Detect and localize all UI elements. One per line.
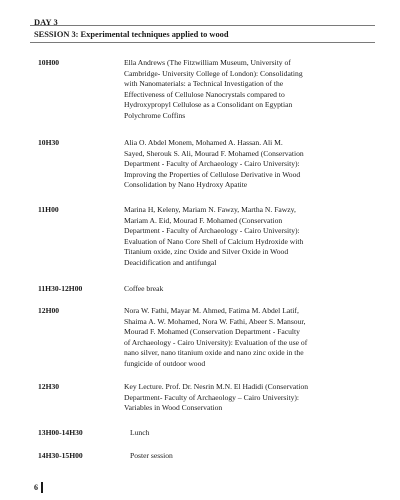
entry-description (124, 284, 376, 295)
entry-line: Improving the Properties of Cellulose Derivative in Wood (124, 169, 301, 179)
entry-line: Marina H, Keleny, Mariam N. Fawzy, Martha N. Fawzy, (124, 205, 296, 214)
entry-line: Deacidification and antifungal (124, 257, 217, 267)
day-heading: DAY 3 (34, 18, 58, 27)
entry-line: nano silver, nano titanium oxide and nano zinc oxide in the (124, 348, 304, 358)
entry-line: Mourad F. Mohamed (Conservation Department - Faculty (124, 327, 300, 337)
entry-description (124, 138, 376, 191)
entry-line: with Nanomaterials: a Technical Investigation of the (124, 79, 284, 89)
entry-line: Nora W. Fathi, Mayar M. Ahmed, Fatima M. Abdel Latif, (124, 306, 299, 315)
entry-line: Lunch (130, 428, 150, 437)
entry-time: 13H00-14H30 (38, 428, 83, 437)
entry-line: Polychrome Coffins (124, 110, 186, 120)
entry-line: fungicide of outdoor wood (124, 358, 206, 368)
entry-line: Alia O. Abdel Monem, Mohamed A. Hassan. Ali M. (124, 138, 283, 147)
entry-description (124, 58, 376, 122)
entry-line: Ella Andrews (The Fitzwilliam Museum, University of (124, 58, 291, 67)
entry-line: Key Lecture. Prof. Dr. Nesrin M.N. El Hadidi (Conservation (124, 382, 309, 391)
entry-line: Titanium oxide, zinc Oxide and Silver Oxide in Wood (124, 247, 289, 257)
entry-line: Department- Faculty of Archaeology – Cairo University): (124, 392, 300, 402)
entry-line: Hydroxypropyl Cellulose as a Consolidant on Egyptian (124, 100, 293, 110)
entry-line: Sayed, Sherouk S. Ali, Mourad F. Mohamed (Conservation (124, 148, 304, 158)
entry-line: Variables in Wood Conservation (124, 403, 223, 413)
entry-description (124, 306, 376, 370)
entry-line: Department - Faculty of Archaeology - Cairo University): (124, 159, 300, 169)
page-number-bar (41, 482, 43, 493)
entry-line: Effectiveness of Cellulose Nanocrystals compared to (124, 89, 285, 99)
entry-time: 11H30-12H00 (38, 284, 83, 293)
entry-time: 14H30-15H00 (38, 451, 83, 460)
entry-line: Department - Faculty of Archaeology - Cairo University): (124, 226, 300, 236)
entry-line: Mariam A. Eid, Mourad F. Mohamed (Conservation (124, 215, 283, 225)
page-number: 6 (34, 483, 38, 492)
header-top-rule (30, 25, 375, 26)
entry-line: Coffee break (124, 284, 164, 293)
entry-description (124, 205, 376, 269)
entry-time: 12H30 (38, 382, 60, 391)
entry-description (124, 382, 376, 414)
entry-line: Cambridge- University College of London): Consolidating (124, 68, 303, 78)
session-heading: SESSION 3: Experimental techniques applied to wood (34, 30, 229, 39)
entry-line: Shaima A. W. Mohamed, Nora W. Fathi, Abeer S. Mansour, (124, 316, 306, 326)
entry-line: Evaluation of Nano Core Shell of Calcium Hydroxide with (124, 236, 304, 246)
entry-time: 10H30 (38, 138, 60, 147)
entry-time: 10H00 (38, 58, 60, 67)
entry-line: Consolidation by Nano Hydroxy Apatite (124, 180, 248, 190)
entry-description (130, 451, 382, 462)
entry-line: of Archaeology - Cairo University): Evaluation of the use of (124, 337, 308, 347)
entry-line: Poster session (130, 451, 173, 460)
entry-time: 12H00 (38, 306, 60, 315)
header-bottom-rule (30, 42, 375, 43)
entry-time: 11H00 (38, 205, 59, 214)
entry-description (130, 428, 382, 439)
